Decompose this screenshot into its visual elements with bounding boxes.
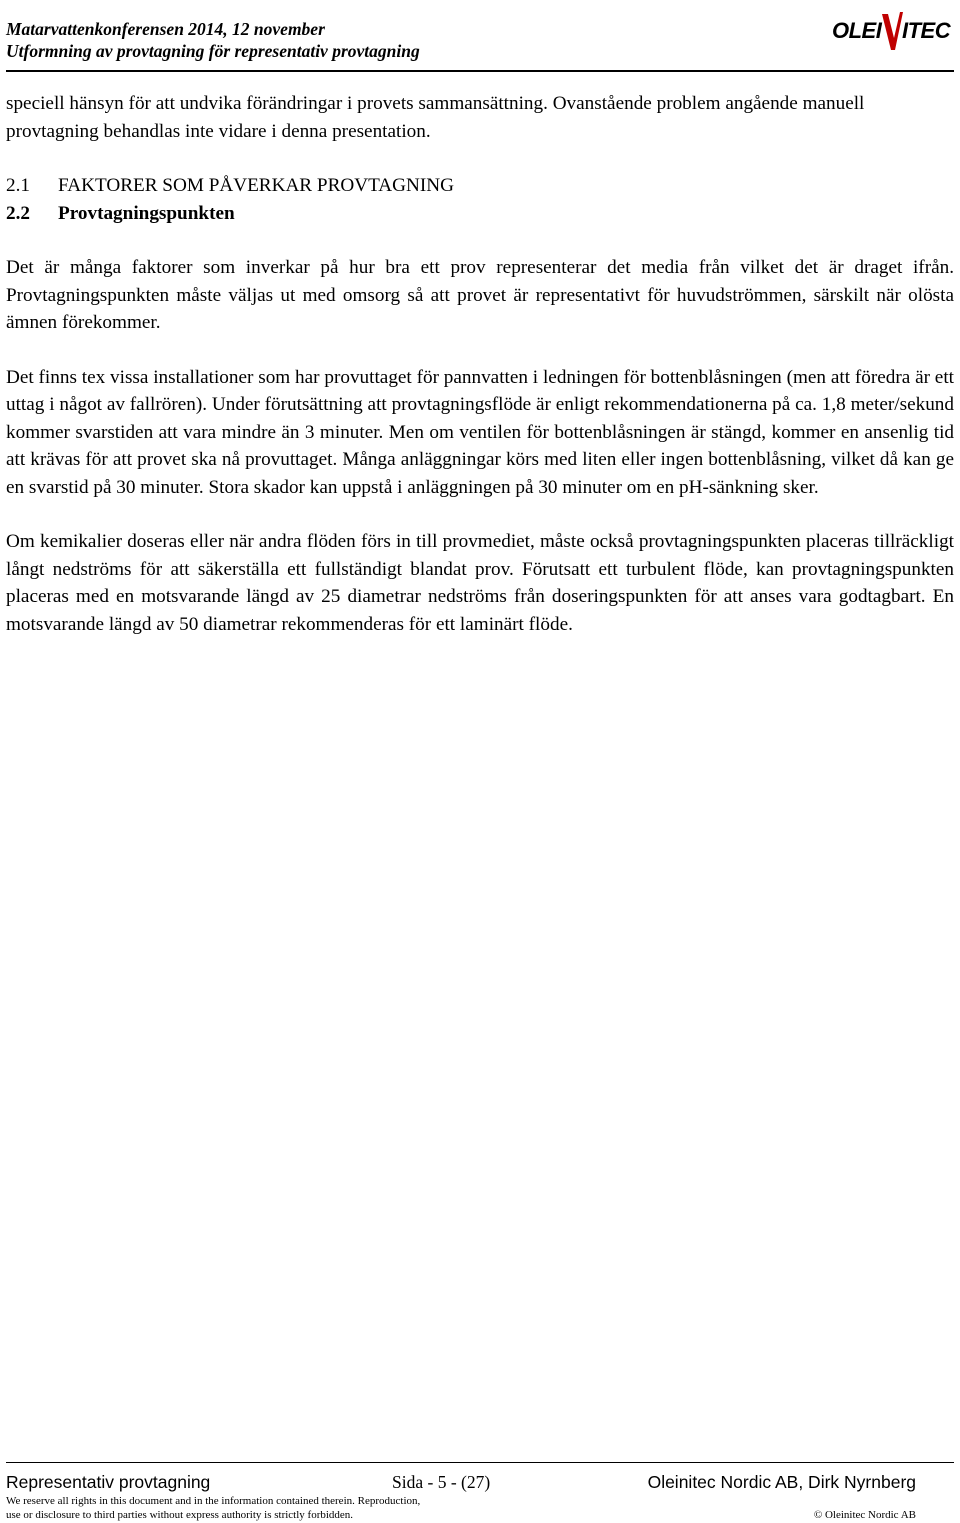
heading-2-2 [6,200,954,228]
paragraph-1 [6,254,954,337]
heading-2-2-text: Provtagningspunkten [58,202,235,224]
heading-2-2-number: 2.2 [6,202,30,224]
paragraph-2-part-a: Det finns tex vissa installationer som har provuttaget för pannvatten i ledningen för bottenblåsningen (men att föredra är ett uttag i något av fallrören). [6,366,954,415]
footer-legal-line-1: We reserve all rights in this document and in the information contained therein. Reproduction, [6,1495,421,1507]
footer-rule [6,1462,954,1463]
header-rule [6,70,954,72]
page-content [6,90,954,638]
footer-copyright: © Oleinitec Nordic AB [813,1509,916,1521]
footer-legal-line-2: use or disclosure to third parties without express authority is strictly forbidden. [6,1509,354,1521]
page-header [6,18,954,72]
svg-text:OLEI: OLEI [832,18,882,43]
paragraph-3: Om kemikalier doseras eller när andra flöden förs in till provmediet, måste också provtagningspunkten placeras tillräckligt långt nedströms för att säkerställa ett fullständigt blandat prov. Förutsatt ett turbulent flöde, kan provtagningspunkten placeras med en motsvarande längd av 25 diametrar nedströms från doseringspunkten för att anses vara godtagbart. En motsvarande längd av 50 diametrar rekommenderas för ett laminärt flöde. [6,531,954,635]
footer-legal [6,1494,420,1522]
footer-page-number: Sida - 5 - (27) [392,1472,491,1492]
paragraph-1-part-a: Det är många faktorer som inverkar på hur bra ett prov representerar det media från vilket det är draget ifrån. [6,257,954,278]
heading-2-1-text: FAKTORER SOM PÅVERKAR PROVTAGNING [58,175,454,196]
footer-author: Oleinitec Nordic AB, Dirk Nyrnberg [647,1472,916,1492]
svg-text:ITEC: ITEC [902,18,951,43]
footer-title: Representativ provtagning [6,1472,211,1492]
paragraph-2 [6,364,954,502]
heading-2-1 [6,172,954,200]
intro-paragraph: speciell hänsyn för att undvika förändringar i provets sammansättning. Ovanstående problem angående manuell provtagning behandlas inte vidare i denna presentation. [6,93,865,142]
header-subtitle: Utformning av provtagning för representativ provtagning [6,41,420,61]
oleinitec-logo [830,8,951,56]
paragraph-1-part-b: Provtagningspunkten måste väljas ut med omsorg så att provet är representativt för huvudströmmen, särskilt när olösta ämnen förekommer. [6,284,954,333]
heading-2-1-number: 2.1 [6,175,30,196]
paragraph-2-part-b: Under förutsättning att provtagningsflöde är enligt rekommendationerna på ca. 1,8 meter/sekund kommer svarstiden att vara mindre än 3 minuter. Men om ventilen för bottenblåsningen är stängd, kommer en ansenlig tid att krävas för att provet ska nå provuttaget. Många anläggningar körs med liten eller ingen bottenblåsning, vilket då kan ge en svarstid på 30 minuter. Stora skador kan uppstå i anläggningen på 30 minuter om en pH-sänkning sker. [6,394,954,498]
page-footer [6,1470,954,1522]
header-conference: Matarvattenkonferensen 2014, 12 november [6,19,325,39]
